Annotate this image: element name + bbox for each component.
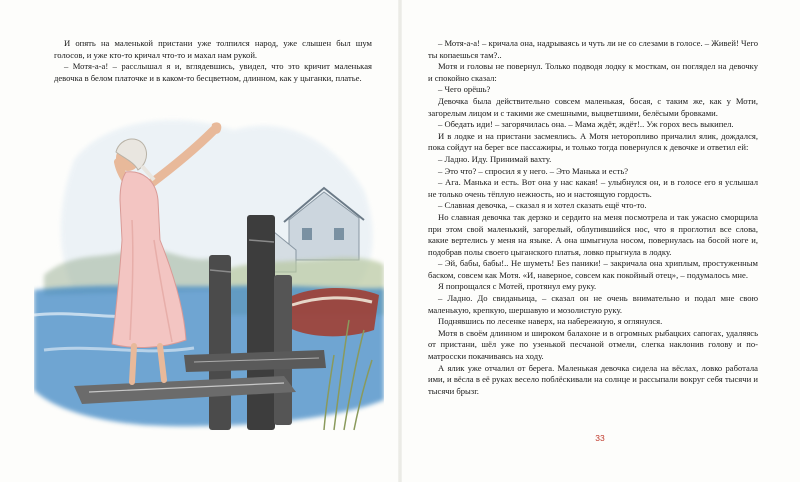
right-page-text [428,38,758,397]
paragraph: Мотя и головы не повернул. Только подводя лодку к мосткам, он поглядел на девочку и спокойно сказал: [428,61,758,83]
boat [284,288,379,336]
paragraph: Мотя в своём длинном и широком балахоне и в огромных рыбацких сапогах, удаляясь от пристани, шёл уже по узенькой песчаной отмели, слегка наклонив голову и по-матросски покачиваясь на ходу. [428,327,758,362]
paragraph: А ялик уже отчалил от берега. Маленькая девочка сидела на вёслах, ловко работала ими, и вёсла в её руках весело поблёскивали на солнце и рассыпали вокруг себя тысячи и тысячи брызг. [428,362,758,396]
paragraph: – Обедать иди! – загорячилась она. – Мама ждёт, ждёт!.. Уж горох весь выкипел. [438,119,734,130]
paragraph: Поднявшись по лесенке наверх, на набережную, я оглянулся. [438,316,663,327]
paragraph: – Мотя-а-а! – расслышал я и, вглядевшись, увидел, что это кричит маленькая девочка в белом платочке и в каком-то бесцветном, длинном, как у цыганки, платье. [54,61,372,83]
paragraph: – Славная девочка, – сказал я и хотел сказать ещё что-то. [438,200,647,211]
paragraph: – Ладно. Иду. Принимай вахту. [438,153,552,164]
left-page-text [54,38,372,84]
paragraph: Но славная девочка так дерзко и сердито на меня посмотрела и так ужасно сморщила при этом свой маленький, загорелый, облупившийся нос, что я проглотил все слова, какие вертелись у меня на языке. А она шмыгнула носом, повернулась на босой ноге и, подобрав полы своего цыганского платья, ловко прыгнула в лодку. [428,211,758,257]
page-number: 33 [595,433,605,443]
paragraph: – Чего орёшь? [438,84,491,95]
paragraph: – Эй, бабы, бабы!.. Не шуметь! Без паники! – закричала она хриплым, простуженным баском, совсем как Мотя. «И, наверное, совсем как покойный отец», – подумалось мне. [428,258,758,280]
paragraph: – Ладно. До свиданьица, – сказал он не очень внимательно и подал мне свою маленькую, крепкую, шершавую и мозолистую руку. [428,293,758,315]
paragraph: И опять на маленькой пристани уже толпился народ, уже слышен был шум голосов, и уже кто-то кричал что-то и махал нам рукой. [54,38,372,60]
paragraph: Я попрощался с Мотей, протянул ему руку. [438,281,597,292]
paragraph: И в лодке и на пристани засмеялись. А Мотя неторопливо причалил ялик, дождался, пока сойдут на берег все пассажиры, и только тогда повернулся к девочке и ответил ей: [428,130,758,153]
paragraph: Девочка была действительно совсем маленькая, босая, с таким же, как у Моти, загорелым лицом и с такими же смешными, выцветшими, белёсыми бровками. [428,95,758,118]
paragraph: – Мотя-а-а! – кричала она, надрываясь и чуть ли не со слезами в голосе. – Живей! Чего ты копаешься там?.. [428,38,758,60]
paragraph: – Это что? – спросил я у него. – Это Манька и есть? [438,165,629,176]
girl-on-pier-illustration [34,100,384,450]
paragraph: – Ага. Манька и есть. Вот она у нас какая! – улыбнулся он, и в голосе его я услышал не только очень тёплую нежность, но и настоящую гордость. [428,177,758,199]
